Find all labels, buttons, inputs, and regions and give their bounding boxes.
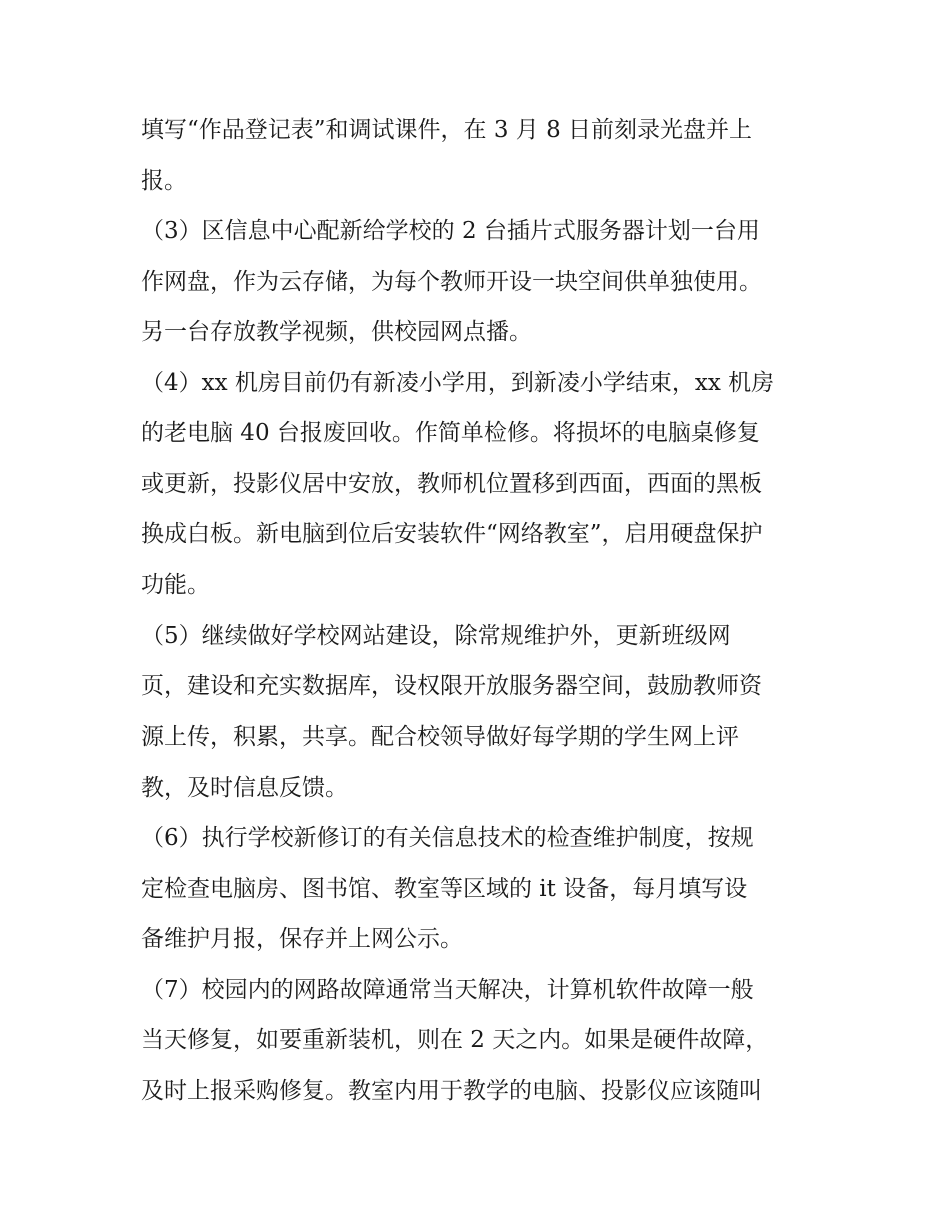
text-line: 教，及时信息反馈。 bbox=[141, 775, 348, 801]
text-line: 填写“作品登记表”和调试课件，在 3 月 8 日前刻录光盘并上 bbox=[141, 117, 753, 143]
text-line: 当天修复，如要重新装机，则在 2 天之内。如果是硬件故障， bbox=[141, 1027, 769, 1053]
text-line: 页，建设和充实数据库，设权限开放服务器空间，鼓励教师资 bbox=[141, 673, 762, 699]
text-line: 另一台存放教学视频，供校园网点播。 bbox=[141, 319, 532, 345]
text-line: 备维护月报，保存并上网公示。 bbox=[141, 926, 463, 952]
text-line: （4）xx 机房目前仍有新凌小学用，到新凌小学结束，xx 机房 bbox=[141, 370, 775, 396]
text-line: 换成白板。新电脑到位后安装软件“网络教室”，启用硬盘保护 bbox=[141, 521, 763, 547]
text-line: 报。 bbox=[141, 168, 187, 194]
text-line: 源上传，积累，共享。配合校领导做好每学期的学生网上评 bbox=[141, 724, 739, 750]
text-line: 或更新，投影仪居中安放，教师机位置移到西面，西面的黑板 bbox=[141, 471, 762, 497]
text-line: （6）执行学校新修订的有关信息技术的检查维护制度，按规 bbox=[141, 825, 754, 851]
text-line: 定检查电脑房、图书馆、教室等区域的 it 设备，每月填写设 bbox=[141, 876, 748, 902]
text-line: （3）区信息中心配新给学校的 2 台插片式服务器计划一台用 bbox=[141, 218, 760, 244]
text-line: 及时上报采购修复。教室内用于教学的电脑、投影仪应该随叫 bbox=[141, 1078, 762, 1104]
text-line: 的老电脑 40 台报废回收。作简单检修。将损坏的电脑桌修复 bbox=[141, 420, 760, 446]
text-line: （7）校园内的网路故障通常当天解决，计算机软件故障一般 bbox=[141, 977, 754, 1003]
text-line: （5）继续做好学校网站建设，除常规维护外，更新班级网 bbox=[141, 623, 731, 649]
text-line: 功能。 bbox=[141, 572, 210, 598]
text-line: 作网盘，作为云存储，为每个教师开设一块空间供单独使用。 bbox=[141, 269, 762, 295]
